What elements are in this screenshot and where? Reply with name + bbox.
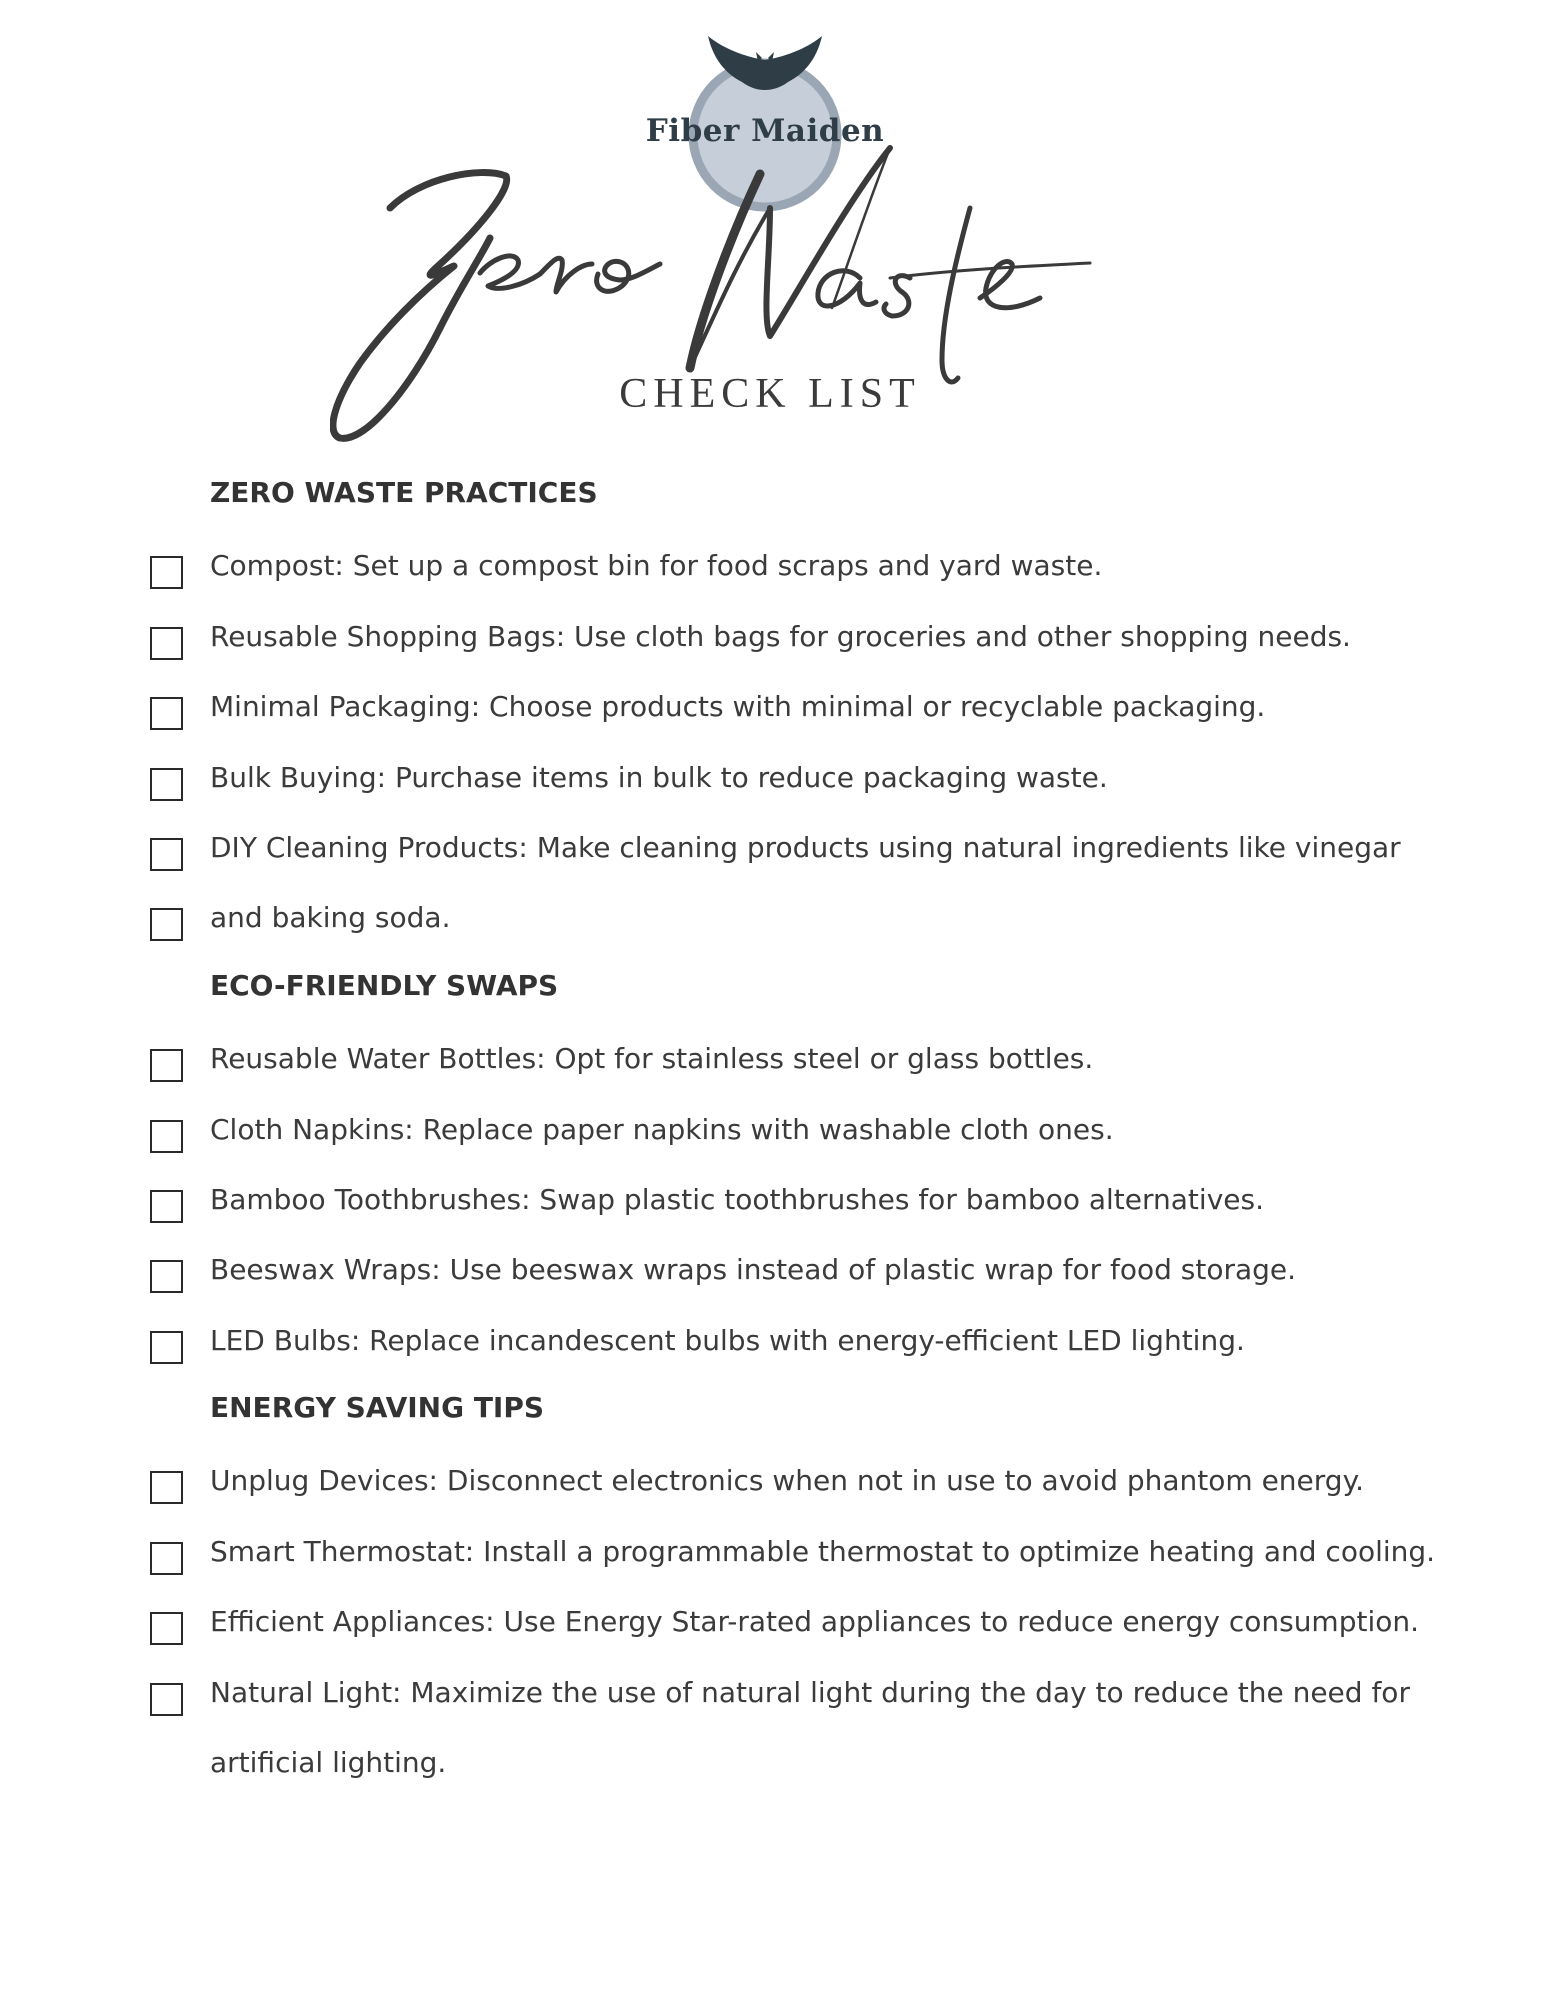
- checklist-item-continuation: [150, 1733, 1450, 1803]
- checklist-item: [150, 1311, 1450, 1381]
- section-heading: [150, 1381, 1450, 1451]
- item-label: Unplug Devices: Disconnect electronics when not in use to avoid phantom energy.: [210, 1464, 1365, 1498]
- checklist-item: [150, 1100, 1450, 1170]
- checkbox[interactable]: [150, 768, 183, 801]
- checklist-item: [150, 607, 1450, 677]
- item-label: Natural Light: Maximize the use of natural light during the day to reduce the need for: [210, 1675, 1410, 1709]
- checkbox[interactable]: [150, 556, 183, 589]
- checklist-item: [150, 1663, 1450, 1733]
- section-heading: [150, 959, 1450, 1029]
- checkbox[interactable]: [150, 627, 183, 660]
- checkbox[interactable]: [150, 908, 183, 941]
- section-heading-eco-swaps: ECO-FRIENDLY SWAPS: [210, 968, 559, 1002]
- item-label: Cloth Napkins: Replace paper napkins with washable cloth ones.: [210, 1112, 1114, 1146]
- item-label: DIY Cleaning Products: Make cleaning products using natural ingredients like vinegar: [210, 830, 1401, 864]
- checklist-item: [150, 677, 1450, 747]
- item-label: Reusable Shopping Bags: Use cloth bags for groceries and other shopping needs.: [210, 619, 1351, 653]
- checkbox[interactable]: [150, 1260, 183, 1293]
- checkbox[interactable]: [150, 1120, 183, 1153]
- checklist-item: [150, 536, 1450, 606]
- checklist-item: [150, 1240, 1450, 1310]
- checklist-item: [150, 818, 1450, 888]
- item-label: artificial lighting.: [210, 1746, 447, 1780]
- checklist-item: [150, 1029, 1450, 1099]
- item-label: Efficient Appliances: Use Energy Star-rated appliances to reduce energy consumption.: [210, 1605, 1420, 1639]
- item-label: Minimal Packaging: Choose products with minimal or recyclable packaging.: [210, 690, 1266, 724]
- item-label: Smart Thermostat: Install a programmable thermostat to optimize heating and cooling.: [210, 1534, 1436, 1568]
- section-heading-energy: ENERGY SAVING TIPS: [210, 1391, 545, 1425]
- item-label: Beeswax Wraps: Use beeswax wraps instead of plastic wrap for food storage.: [210, 1253, 1297, 1287]
- item-label: Bulk Buying: Purchase items in bulk to reduce packaging waste.: [210, 760, 1108, 794]
- checklist-item: [150, 888, 1450, 958]
- item-label: Bamboo Toothbrushes: Swap plastic toothbrushes for bamboo alternatives.: [210, 1182, 1264, 1216]
- checklist-item: [150, 1522, 1450, 1592]
- checklist-item: [150, 748, 1450, 818]
- checklist-item: [150, 1170, 1450, 1240]
- header: [0, 0, 1545, 460]
- checklist-item: [150, 1592, 1450, 1662]
- item-label: and baking soda.: [210, 901, 451, 935]
- checkbox[interactable]: [150, 1542, 183, 1575]
- item-label: Reusable Water Bottles: Opt for stainless steel or glass bottles.: [210, 1042, 1094, 1076]
- checklist: [150, 466, 1450, 1803]
- checkbox[interactable]: [150, 697, 183, 730]
- checkbox[interactable]: [150, 1683, 183, 1716]
- item-label: LED Bulbs: Replace incandescent bulbs with energy-efficient LED lighting.: [210, 1323, 1245, 1357]
- checkbox[interactable]: [150, 1612, 183, 1645]
- checkbox[interactable]: [150, 1471, 183, 1504]
- subtitle: CHECK LIST: [619, 371, 921, 417]
- section-heading: [150, 466, 1450, 536]
- checkbox[interactable]: [150, 1331, 183, 1364]
- checklist-item: [150, 1451, 1450, 1521]
- checkbox[interactable]: [150, 1049, 183, 1082]
- checkbox[interactable]: [150, 1190, 183, 1223]
- checkbox[interactable]: [150, 838, 183, 871]
- section-heading-zero-waste: ZERO WASTE PRACTICES: [210, 476, 598, 509]
- item-label: Compost: Set up a compost bin for food scraps and yard waste.: [210, 549, 1103, 583]
- brand-name: Fiber Maiden: [645, 113, 885, 149]
